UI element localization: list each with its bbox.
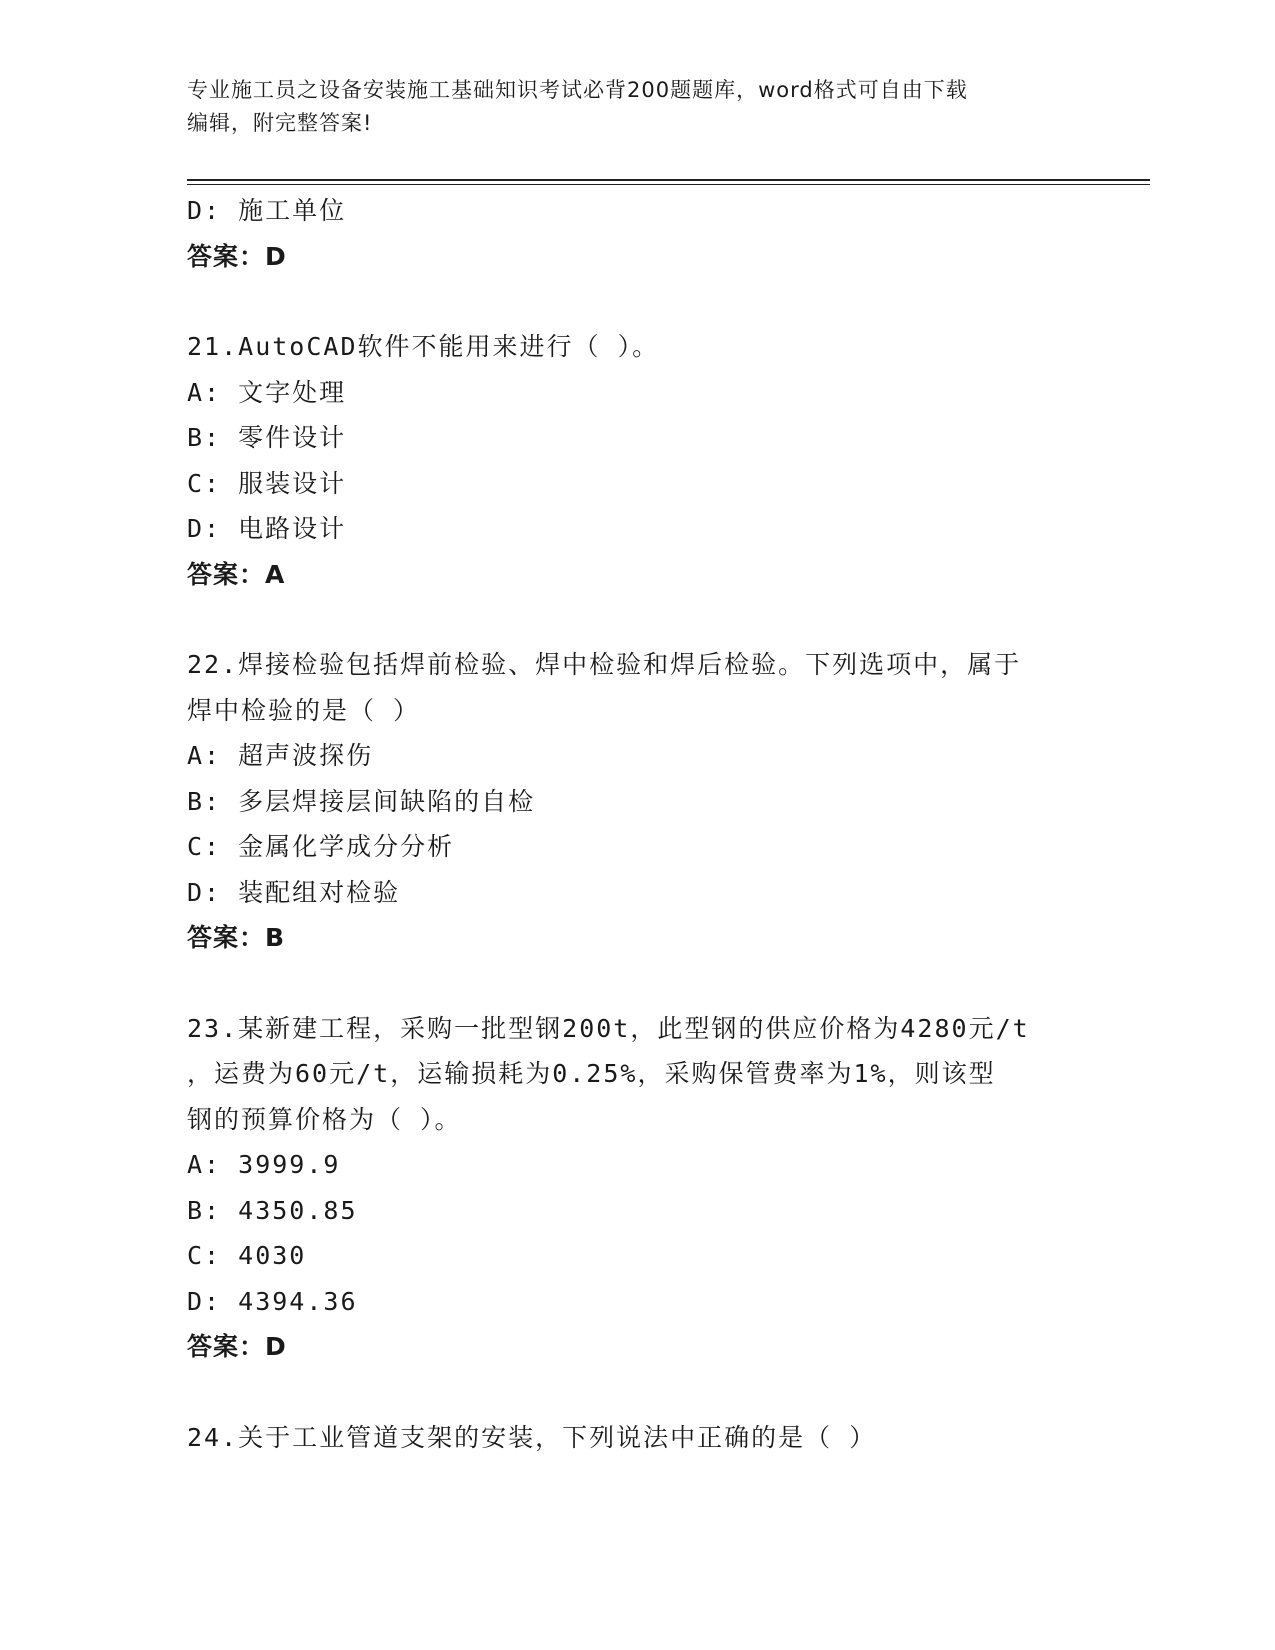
header-rule-thin — [187, 184, 1150, 185]
option-b: B: 零件设计 — [187, 423, 347, 452]
question-stem-line1: 23.某新建工程，采购一批型钢200t，此型钢的供应价格为4280元/t — [187, 1013, 1030, 1043]
page-header — [187, 74, 1067, 140]
question-21 — [187, 324, 1087, 597]
option-d: D: 装配组对检验 — [187, 877, 401, 907]
question-stem-line2: ，运费为60元/t，运输损耗为0.25%，采购保管费率为1%，则该型 — [187, 1059, 996, 1088]
question-content — [187, 188, 1087, 1460]
header-title-line1: 专业施工员之设备安装施工基础知识考试必背200题题库，word格式可自由下载 — [187, 78, 968, 102]
header-title-line2: 编辑，附完整答案! — [187, 111, 373, 135]
spacer — [187, 279, 1087, 324]
option-a: A: 3999.9 — [187, 1150, 341, 1179]
question-stem: 24.关于工业管道支架的安装，下列说法中正确的是（ ） — [187, 1422, 877, 1452]
question-stem: 21.AutoCAD软件不能用来进行（ ）。 — [187, 332, 660, 361]
answer: 答案：D — [187, 1332, 287, 1361]
option-d: D: 电路设计 — [187, 514, 347, 543]
answer: 答案：D — [187, 241, 287, 271]
option-d: D: 施工单位 — [187, 196, 347, 225]
question-23 — [187, 1006, 1087, 1370]
answer: 答案：B — [187, 923, 286, 952]
question-stem-line2: 焊中检验的是（ ） — [187, 695, 421, 725]
option-a: A: 超声波探伤 — [187, 741, 374, 770]
header-rule-thick — [187, 179, 1150, 181]
previous-question-tail — [187, 188, 1087, 279]
answer: 答案：A — [187, 559, 286, 589]
question-22 — [187, 642, 1087, 961]
spacer — [187, 597, 1087, 642]
option-b: B: 4350.85 — [187, 1195, 358, 1225]
option-b: B: 多层焊接层间缺陷的自检 — [187, 786, 536, 816]
question-stem-line3: 钢的预算价格为（ ）。 — [187, 1104, 462, 1134]
spacer — [187, 961, 1087, 1006]
question-24 — [187, 1415, 1087, 1461]
option-d: D: 4394.36 — [187, 1286, 358, 1316]
option-a: A: 文字处理 — [187, 377, 347, 407]
option-c: C: 金属化学成分分析 — [187, 832, 455, 861]
spacer — [187, 1370, 1087, 1415]
question-stem-line1: 22.焊接检验包括焊前检验、焊中检验和焊后检验。下列选项中，属于 — [187, 650, 1022, 679]
option-c: C: 4030 — [187, 1241, 307, 1270]
option-c: C: 服装设计 — [187, 468, 347, 498]
